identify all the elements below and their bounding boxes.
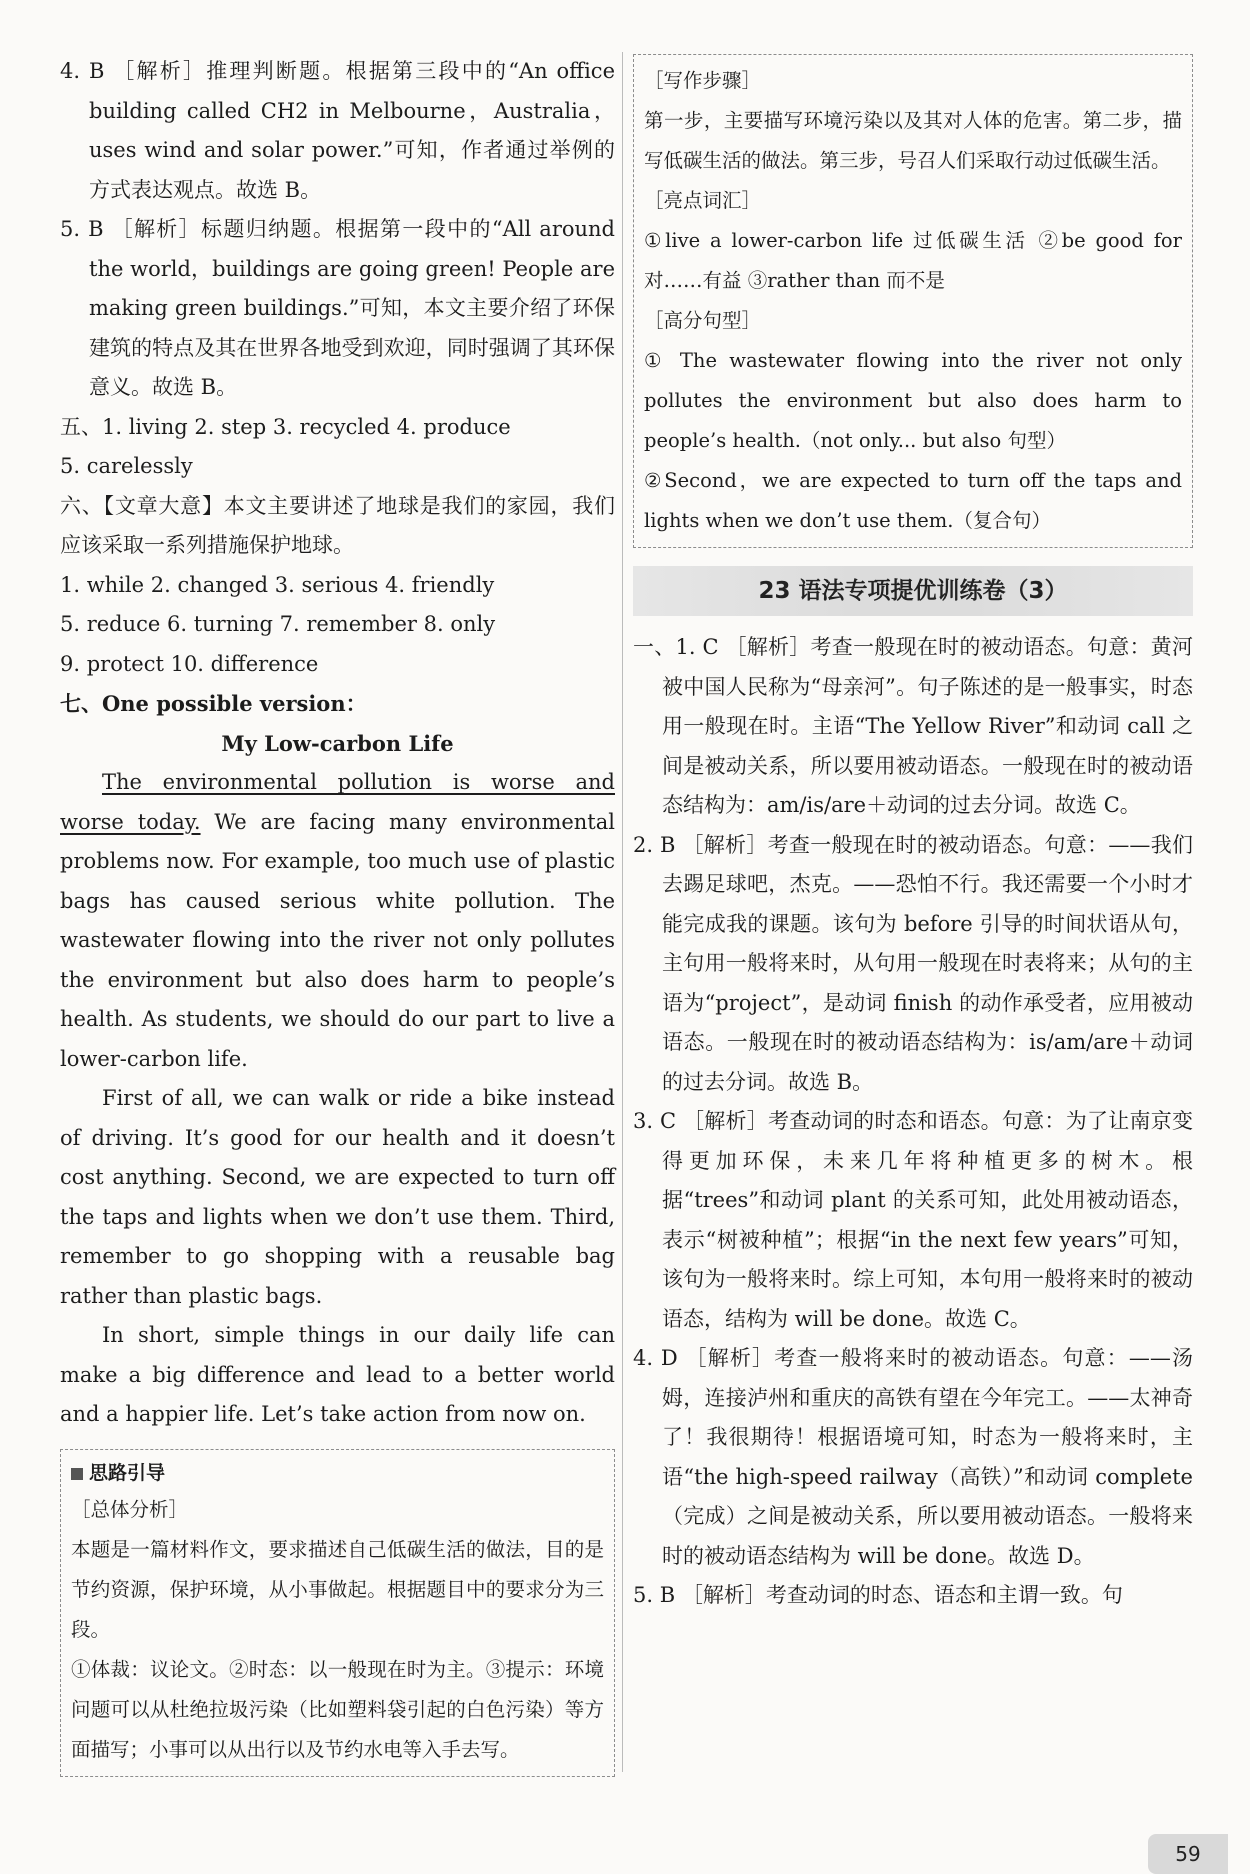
section-title-banner: 23 语法专项提优训练卷（3） [633, 566, 1193, 616]
highlight-vocab-text: ①live a lower-carbon life 过低碳生活 ②be good for 对……有益 ③rather than 而不是 [644, 229, 1182, 292]
part6-answers-line2: 5. reduce 6. turning 7. remember 8. only [60, 612, 496, 636]
writing-steps-heading: ［写作步骤］ [644, 69, 762, 92]
writing-steps-box [633, 54, 1193, 548]
grammar-answer-4: 4. D ［解析］考查一般将来时的被动语态。句意：——汤姆，连接泸州和重庆的高铁有望在今年完工。——太神奇了！我很期待！根据语境可知，时态为一般将来时，主语“the high-speed railway（高铁）”和动词 complete（完成）之间是被动关系，所以要用被动语态。一般将来时的被动语态结构为 will be done。故选 D。 [633, 1346, 1193, 1568]
grammar-answer-2: 2. B ［解析］考查一般现在时的被动语态。句意：——我们去踢足球吧，杰克。——恐怕不行。我还需要一个小时才能完成我的课题。该句为 before 引导的时间状语从句，主句用一般将来时，从句用一般现在时表将来；从句的主语为“project”，是动词 finish 的动作承受者，应用被动语态。一般现在时的被动语态结构为：is/am/are＋动词的过去分词。故选 B。 [633, 832, 1193, 1094]
right-column [633, 52, 1193, 1616]
left-column [60, 52, 615, 1777]
essay-topic-sentence: The environmental pollution is worse and worse today. [60, 770, 615, 834]
essay-paragraph-1-body: We are facing many environmental problems now. For example, too much use of plastic bags has caused serious white pollution. The wastewater flowing into the river not only pollutes the environment but also does harm to people’s health. As students, we should do our part to live a lower-carbon life. [60, 809, 615, 1071]
part5-answers-line2: 5. carelessly [60, 454, 193, 478]
essay-paragraph-1 [60, 763, 615, 1079]
essay-title: My Low-carbon Life [221, 730, 454, 756]
part5-answers-line1: 五、1. living 2. step 3. recycled 4. produce [60, 414, 511, 439]
part6-intro: 六、【文章大意】本文主要讲述了地球是我们的家园，我们应该采取一系列措施保护地球。 [60, 493, 615, 557]
thinking-guide-title: 思路引导 [71, 1456, 604, 1490]
part6-answers-line1: 1. while 2. changed 3. serious 4. friendly [60, 572, 495, 597]
square-bullet-icon [71, 1468, 83, 1480]
essay-paragraph-3: In short, simple things in our daily life can make a big difference and lead to a better world and a happier life. Let’s take action from now on. [60, 1323, 615, 1426]
part6-answers-line3: 9. protect 10. difference [60, 651, 319, 676]
grammar-answer-3: 3. C ［解析］考查动词的时态和语态。句意：为了让南京变得更加环保，未来几年将种植更多的树木。根据“trees”和动词 plant 的关系可知，此处用被动语态，表示“树被种植”；根据“in the next few years”可知，该句为一般将来时。综上可知，本句用一般将来时的被动语态，结构为 will be done。故选 C。 [633, 1109, 1193, 1331]
answer-4: 4. B ［解析］推理判断题。根据第三段中的“An office building called CH2 in Melbourne，Australia，uses wind and solar power.”可知，作者通过举例的方式表达观点。故选 B。 [60, 59, 615, 202]
thinking-guide-box [60, 1449, 615, 1777]
answer-5: 5. B ［解析］标题归纳题。根据第一段中的“All around the world，buildings are going green! People are making green buildings.”可知，本文主要介绍了环保建筑的特点及其在世界各地受到欢迎，同时强调了其环保意义。故选 B。 [60, 217, 615, 399]
sentence-pattern-1: ① The wastewater flowing into the river not only pollutes the environment but also does harm to people’s health.（not only... but also 句型） [644, 349, 1182, 452]
genre-tense-hint-text: ①体裁：议论文。②时态：以一般现在时为主。③提示：环境问题可以从杜绝拉圾污染（比如塑料袋引起的白色污染）等方面描写；小事可以从出行以及节约水电等入手去写。 [71, 1657, 604, 1761]
highlight-vocab-heading: ［亮点词汇］ [644, 189, 762, 212]
page-number: 59 [1148, 1834, 1228, 1874]
overall-analysis-text: 本题是一篇材料作文，要求描述自己低碳生活的做法，目的是节约资源，保护环境，从小事做起。根据题目中的要求分为三段。 [71, 1537, 604, 1641]
grammar-answer-1: 一、1. C ［解析］考查一般现在时的被动语态。句意：黄河被中国人民称为“母亲河”。句子陈述的是一般事实，时态用一般现在时。主语“The Yellow River”和动词 call 之间是被动关系，所以要用被动语态。一般现在时的被动语态结构为：am/is/are＋动词的过去分词。故选 C。 [633, 635, 1193, 817]
writing-steps-text: 第一步，主要描写环境污染以及其对人体的危害。第二步，描写低碳生活的做法。第三步，号召人们采取行动过低碳生活。 [644, 109, 1182, 172]
essay-paragraph-2: First of all, we can walk or ride a bike instead of driving. It’s good for our health and it doesn’t cost anything. Second, we are expected to turn off the taps and lights when we don’t use them. Third, remember to go shopping with a reusable bag rather than plastic bags. [60, 1086, 615, 1308]
overall-analysis-heading: ［总体分析］ [71, 1497, 189, 1521]
column-divider [622, 52, 623, 1772]
grammar-answer-5: 5. B ［解析］考查动词的时态、语态和主谓一致。句 [633, 1583, 1123, 1607]
part7-label: 七、One possible version： [60, 691, 367, 716]
sentence-pattern-2: ②Second，we are expected to turn off the taps and lights when we don’t use them.（复合句） [644, 469, 1182, 532]
sentence-patterns-heading: ［高分句型］ [644, 309, 762, 332]
